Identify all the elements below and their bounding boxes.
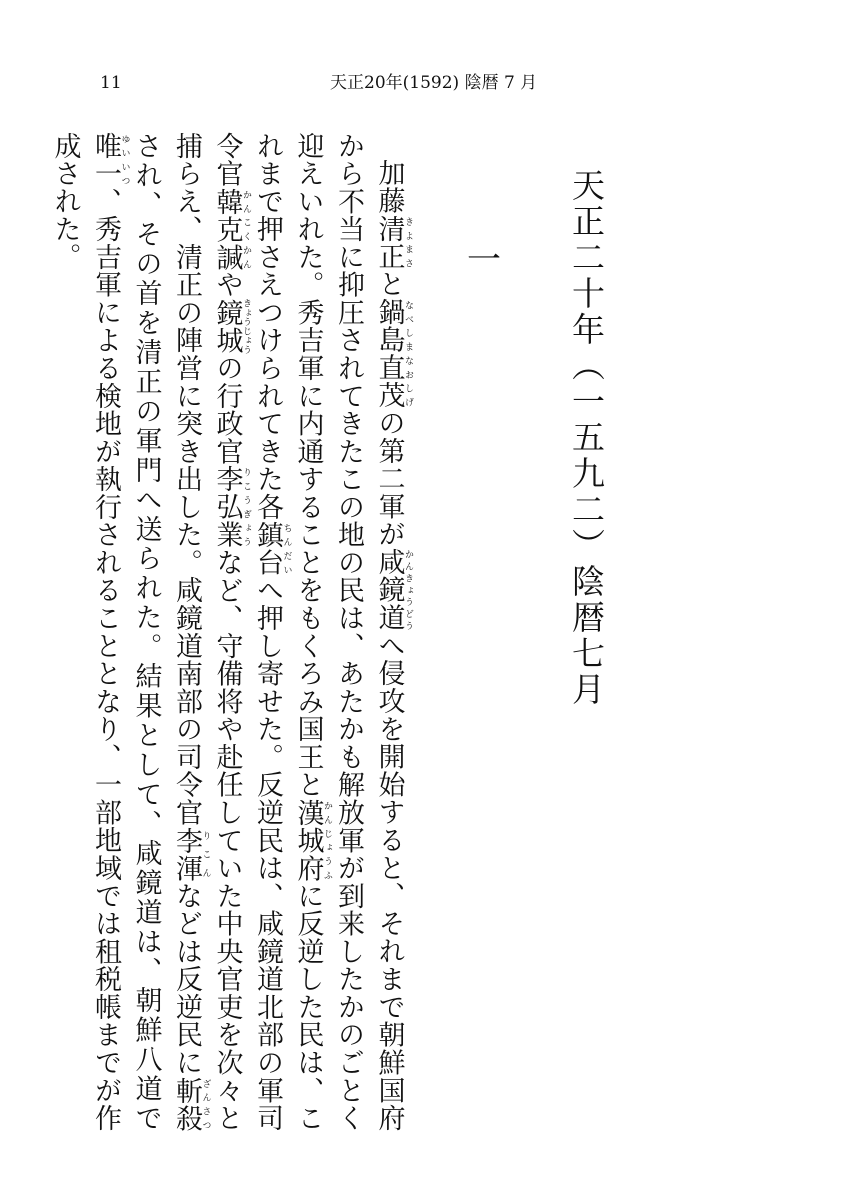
ruby-word <box>90 132 130 188</box>
ruby-base: 唯一 <box>90 132 121 188</box>
ruby-reading: きょうじょう <box>241 298 251 355</box>
ruby-word <box>373 298 413 410</box>
ruby-base: 韓克諴 <box>211 187 243 271</box>
ruby-base: 李渾 <box>171 826 202 883</box>
text-segment: に反逆した民は、これまで押さえつけられてきた各 <box>252 132 324 1132</box>
text-segment: の行政官 <box>211 354 243 466</box>
ruby-word <box>211 465 251 549</box>
ruby-reading: りこん <box>200 826 211 882</box>
text-segment: 、秀吉軍による検地が執行されることとなり、一部地域では租税帳までが作成された。 <box>49 132 121 1132</box>
ruby-word <box>211 298 251 355</box>
ruby-base: 鏡城 <box>211 298 243 355</box>
ruby-word <box>373 214 413 271</box>
body-paragraph <box>44 132 413 1132</box>
ruby-reading: ざんさつ <box>200 1076 211 1132</box>
ruby-reading: なべしまなおしげ <box>403 298 413 410</box>
text-segment: と <box>373 270 405 299</box>
chapter-title: 天正二十年（一五九二）陰暦七月 <box>567 168 606 708</box>
ruby-reading: かんきょうどう <box>403 548 413 632</box>
ruby-word <box>252 520 292 577</box>
ruby-base: 咸鏡道 <box>373 548 405 632</box>
running-title: 天正20年(1592) 陰暦 7 月 <box>330 73 538 93</box>
ruby-word <box>171 826 211 883</box>
ruby-base: 漢城府 <box>292 798 324 883</box>
text-segment: され、その首を清正の軍門へ送られた。結果として、咸鏡道は、朝鮮八道で <box>130 132 162 1132</box>
ruby-reading: かんじょうふ <box>322 798 332 882</box>
ruby-base: 鎮台 <box>252 520 283 577</box>
ruby-word <box>292 798 332 883</box>
ruby-base: 清正 <box>373 214 405 271</box>
text-segment: の第二軍が <box>373 409 405 549</box>
text-segment: などは反逆民に <box>171 882 202 1077</box>
ruby-reading: かんこくかん <box>241 187 251 271</box>
ruby-reading: きよまさ <box>403 214 413 271</box>
ruby-base: 斬殺 <box>171 1076 202 1133</box>
text-segment: や <box>211 270 243 299</box>
text-segment: 加藤 <box>373 159 405 215</box>
text-segment: へ押し寄せた。反逆民は、咸鏡道北部の軍司令官 <box>211 132 283 1132</box>
ruby-base: 鍋島直茂 <box>373 298 405 410</box>
ruby-reading: りこうぎょう <box>241 465 251 549</box>
ruby-word <box>211 187 251 271</box>
ruby-base: 李弘業 <box>211 465 243 549</box>
ruby-word <box>171 1076 211 1133</box>
ruby-reading: ゆいいつ <box>119 132 130 188</box>
section-number: 一 <box>467 240 501 280</box>
ruby-reading: ちんだい <box>281 520 292 577</box>
page-number: 11 <box>100 73 122 93</box>
text-segment: など、守備将や赴任していた中央官吏を次々と捕らえ、清正の陣営に突き出した。咸鏡道南部の司令官 <box>171 132 243 1132</box>
body-text <box>49 132 413 1133</box>
text-segment: へ侵攻を開始すると、それまで朝鮮国府から不当に抑圧されてきたこの地の民は、あたかも解放軍が到来したかのごとく迎えいれた。秀吉軍に内通することをもくろみ国王と <box>292 132 405 1132</box>
ruby-word <box>373 548 413 632</box>
